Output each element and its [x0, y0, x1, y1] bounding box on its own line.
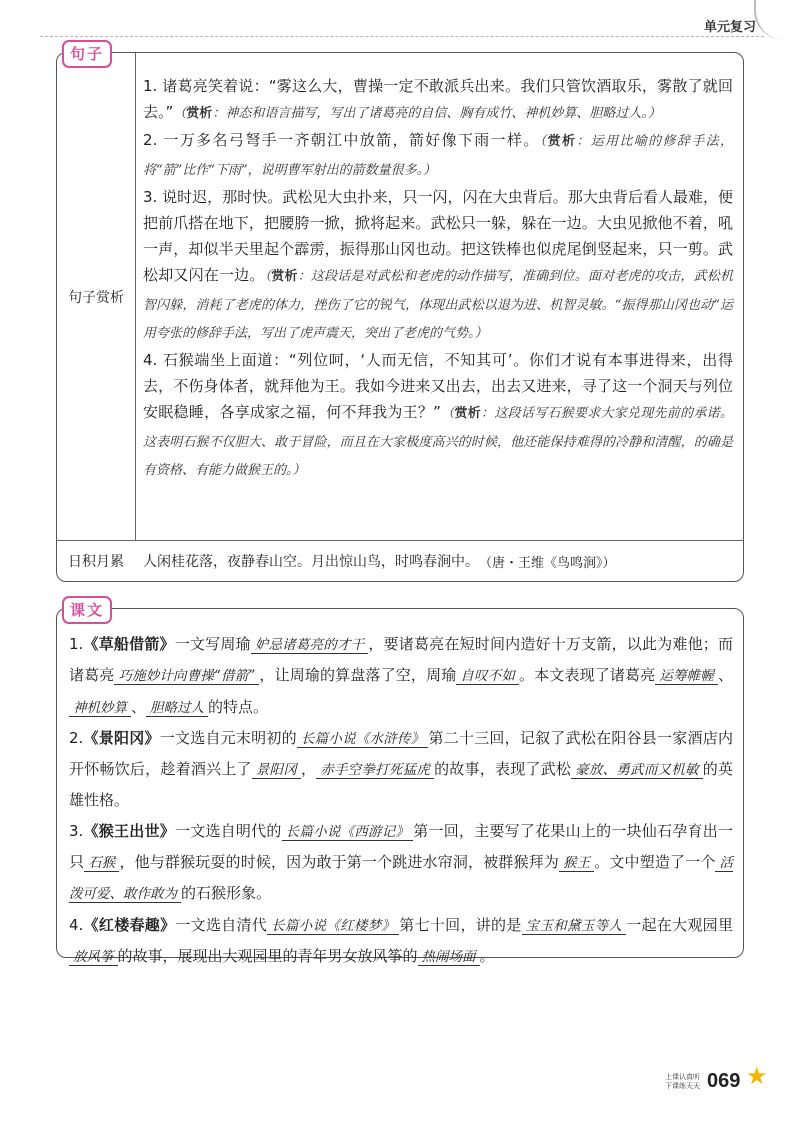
- filled-blank: 神机妙算: [69, 700, 131, 717]
- filled-blank: 赤手空拳打死猛虎: [316, 762, 434, 779]
- book-title: 《红楼春趣》: [83, 915, 176, 934]
- text-segment: 的故事，展现出大观园里的青年男女放风筝的: [117, 946, 418, 965]
- poem-text: 人闲桂花落，夜静春山空。月出惊山鸟，时鸣春涧中。: [143, 554, 479, 570]
- text-segment: 一文选自明代的: [174, 821, 282, 840]
- text-segment: 3.: [69, 821, 84, 840]
- appreciation-note: （赏析：这段话写石猴要求大家兑现先前的承诺。这表明石猴不仅胆大、敢于冒险，而且在大家极度高兴的时候，他还能保持难得的冷静和清醒，的确是有资格、有能力做猴王的。）: [143, 406, 733, 478]
- filled-blank: 石猴: [84, 855, 119, 872]
- note-label: 赏析: [547, 134, 577, 150]
- sentence-item: [143, 73, 733, 127]
- text-segment: ，他与群猴玩耍的时候，因为敢于第一个跳进水帘洞，被群猴拜为: [119, 853, 559, 872]
- texts-content: [69, 629, 733, 972]
- page-corner-decoration: [754, 0, 800, 40]
- text-segment: 。文中塑造了一个: [594, 853, 716, 872]
- section-tag-sentences: 句子: [62, 40, 112, 68]
- unit-review-label: 单元复习: [703, 20, 756, 35]
- text-item: [69, 629, 733, 723]
- text-item: [69, 723, 733, 816]
- book-title: 《景阳冈》: [83, 728, 160, 747]
- note-text: ：神态和语言描写，写出了诸葛亮的自信、胸有成竹、神机妙算、胆略过人。: [212, 106, 648, 122]
- text-segment: 的英雄性格。: [69, 760, 733, 810]
- note-text: ：这段话是对武松和老虎的动作描写，准确到位。面对老虎的攻击，武松机智闪躲，消耗了老虎的体力，挫伤了它的锐气，体现出武松以退为进、机智灵敏。“振得那山冈也动”运用夸张的修辞手法，写出了虎声震天，突出了老虎的气势。: [143, 269, 733, 341]
- note-text: ：这段话写石猴要求大家兑现先前的承诺。这表明石猴不仅胆大、敢于冒险，而且在大家极度高兴的时候，他还能保持难得的冷静和清醒，的确是有资格、有能力做猴王的。: [143, 406, 733, 478]
- slogan-line: 上课认真听: [665, 1073, 700, 1081]
- filled-blank: 豪放、勇武而又机敏: [571, 762, 703, 779]
- sentence-item: [143, 347, 733, 484]
- filled-blank: 长篇小说《西游记》: [282, 824, 414, 841]
- header-divider: [40, 36, 764, 37]
- note-label: 赏析: [186, 106, 213, 122]
- appreciation-note: （赏析：神态和语言描写，写出了诸葛亮的自信、胸有成竹、神机妙算、胆略过人。）: [173, 106, 661, 122]
- item-number: 1.: [143, 77, 158, 95]
- sentence-appreciation-content: [143, 73, 733, 484]
- filled-blank: 长篇小说《水浒传》: [297, 731, 429, 748]
- note-label: 赏析: [454, 406, 482, 422]
- text-segment: 4.: [69, 915, 84, 934]
- text-segment: 一文选自元末明初的: [159, 728, 297, 747]
- text-segment: 。本文表现了诸葛亮: [518, 666, 656, 685]
- filled-blank: 运筹帷幄: [655, 668, 718, 685]
- slogan-line: 下课练天天: [665, 1082, 700, 1090]
- text-segment: 。: [479, 946, 495, 965]
- star-icon: ★: [746, 1062, 768, 1090]
- text-segment: 、: [717, 666, 733, 685]
- note-label: 赏析: [271, 269, 298, 285]
- text-segment: ，要诸葛亮在短时间内造好十万支箭，以此为难他；而诸葛亮: [69, 635, 733, 685]
- text-segment: 的故事，表现了武松: [434, 760, 572, 779]
- text-segment: ，: [300, 760, 317, 779]
- poem-source: （唐・王维《鸟鸣涧》）: [479, 555, 616, 571]
- footer-slogan: [665, 1073, 700, 1091]
- sentence-appreciation-row: [57, 53, 743, 541]
- text-item: [69, 816, 733, 910]
- daily-accumulation-row: [57, 541, 743, 581]
- sentence-item: [143, 184, 733, 347]
- filled-blank: 热闹场面: [418, 949, 480, 966]
- filled-blank: 胆略过人: [146, 700, 208, 717]
- text-segment: 的石猴形象。: [181, 884, 272, 903]
- text-segment: 第七十回，讲的是: [399, 915, 522, 934]
- sentence-text: 一万多名弓弩手一齐朝江中放箭，箭好像下雨一样。: [163, 131, 540, 150]
- page-number: 069: [707, 1070, 741, 1092]
- text-segment: 一文选自清代: [175, 915, 268, 934]
- item-number: 4.: [143, 351, 158, 370]
- filled-blank: 景阳冈: [252, 762, 301, 779]
- sentence-text: 说时迟，那时快。武松见大虫扑来，只一闪，闪在大虫背后。那大虫背后看人最难，便把前爪搭在地下，把腰胯一掀，掀将起来。武松只一躲，躲在一边。大虫见掀他不着，吼一声，却似半天里起个霹雳，振得那山冈也动。把这铁棒也似虎尾倒竖起来，只一剪。武松却又闪在一边。: [143, 187, 733, 285]
- appreciation-note: （赏析：这段话是对武松和老虎的动作描写，准确到位。面对老虎的攻击，武松机智闪躲，消耗了老虎的体力，挫伤了它的锐气，体现出武松以退为进、机智灵敏。“振得那山冈也动”运用夸张的修辞手法，写出了虎声震天，突出了老虎的气势。）: [143, 269, 733, 341]
- sentence-text: 石猴端坐上面道：“列位呵，‘人而无信，不知其可’。你们才说有本事进得来，出得去，不伤身体者，就拜他为王。我如今进来又出去，出去又进来，寻了这一个洞天与列位安眠稳睡，各享成家之福，何不拜我为王？”: [143, 351, 733, 422]
- text-segment: 第一回，主要写了花果山上的一块仙石孕育出一只: [69, 821, 733, 872]
- text-segment: 1.: [69, 635, 84, 653]
- item-number: 2.: [143, 131, 158, 150]
- sentence-item: [143, 127, 733, 183]
- sentences-table: [56, 52, 744, 582]
- filled-blank: 自叹不如: [456, 668, 519, 685]
- filled-blank: 巧施妙计向曹操“借箭”: [114, 668, 259, 685]
- filled-blank: 宝玉和黛玉等人: [522, 918, 627, 935]
- section-tag-texts: 课文: [62, 596, 112, 624]
- text-segment: ，让周瑜的算盘落了空，周瑜: [259, 666, 457, 685]
- filled-blank: 放风筝: [69, 949, 118, 966]
- item-number: 3.: [143, 187, 158, 206]
- filled-blank: 猴王: [559, 855, 594, 872]
- text-segment: 的特点。: [208, 697, 269, 716]
- text-segment: 2.: [69, 728, 84, 747]
- text-segment: 一起在大观园里: [626, 915, 733, 934]
- note-text: ：运用比喻的修辞手法，将“箭”比作“下雨”，说明曹军射出的箭数量很多。: [143, 134, 733, 178]
- text-item: [69, 910, 733, 973]
- book-title: 《猴王出世》: [83, 821, 175, 840]
- row-label-sentence-appreciation: 句子赏析: [57, 53, 136, 540]
- daily-poem: [143, 541, 733, 581]
- filled-blank: 长篇小说《红楼梦》: [267, 918, 399, 935]
- texts-box: [56, 608, 744, 965]
- row-label-daily-accumulation: 日积月累: [68, 554, 124, 570]
- text-segment: 第二十三回，记叙了武松在阳谷县一家酒店内开怀畅饮后，趁着酒兴上了: [69, 728, 733, 779]
- filled-blank: 妒忌诸葛亮的才干: [251, 637, 369, 654]
- filled-blank: 活泼可爱、敢作敢为: [69, 855, 733, 903]
- text-segment: 、: [131, 697, 147, 716]
- sentence-text: 诸葛亮笑着说：“雾这么大，曹操一定不敢派兵出来。我们只管饮酒取乐，雾散了就回去。”: [143, 77, 733, 122]
- text-segment: 一文写周瑜: [174, 635, 251, 653]
- appreciation-note: （赏析：运用比喻的修辞手法，将“箭”比作“下雨”，说明曹军射出的箭数量很多。）: [143, 134, 733, 178]
- book-title: 《草船借箭》: [83, 635, 175, 653]
